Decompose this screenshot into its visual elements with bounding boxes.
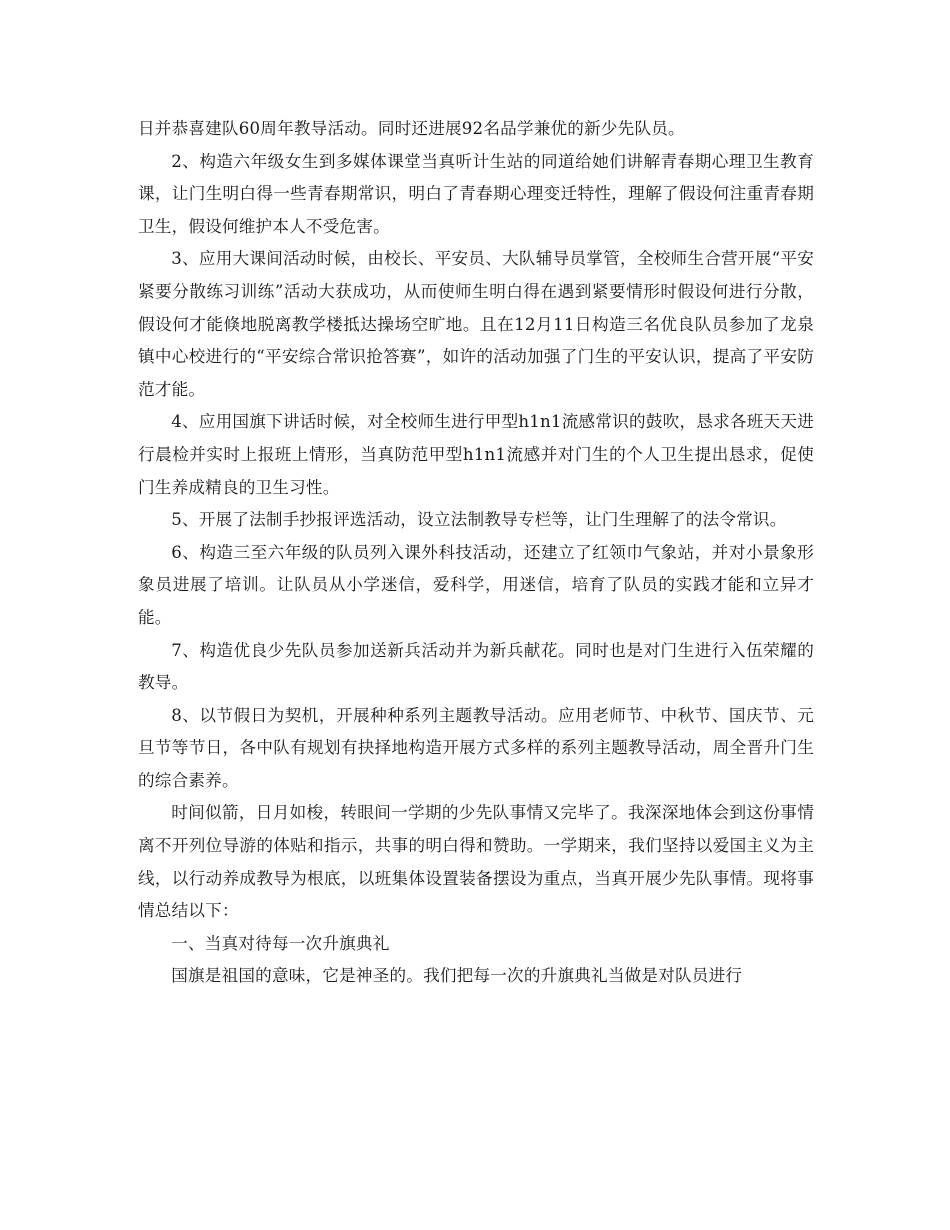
paragraph-item-2: 2、构造六年级女生到多媒体课堂当真听计生站的同道给她们讲解青春期心理卫生教育课，让门生明白得一些青春期常识，明白了青春期心理变迁特性，理解了假设何注重青春期卫生，假设何维护本人不受危害。	[138, 151, 814, 236]
paragraph-summary-intro: 时间似箭，日月如梭，转眼间一学期的少先队事情又完毕了。我深深地体会到这份事情离不开列位导游的体贴和指示，共事的明白得和赞助。一学期来，我们坚持以爱国主义为主线，以行动养成教导为根底，以班集体设置装备摆设为重点，当真开展少先队事情。现将事情总结以下：	[138, 803, 814, 921]
paragraph-item-8: 8、以节假日为契机，开展种种系列主题教导活动。应用老师节、中秋节、国庆节、元旦节等节日，各中队有规划有抉择地构造开展方式多样的系列主题教导活动，周全晋升门生的综合素养。	[138, 705, 814, 790]
paragraph-item-4: 4、应用国旗下讲话时候，对全校师生进行甲型h1n1流感常识的鼓吹，恳求各班天天进行晨检并实时上报班上情形，当真防范甲型h1n1流感并对门生的个人卫生提出恳求，促使门生养成精良的卫生习性。	[138, 412, 814, 497]
paragraph-item-3: 3、应用大课间活动时候，由校长、平安员、大队辅导员掌管，全校师生合营开展“平安紧要分散练习训练”活动大获成功，从而使师生明白得在遇到紧要情形时假设何进行分散，假设何才能倏地脱离教学楼抵达操场空旷地。且在12月11日构造三名优良队员参加了龙泉镇中心校进行的“平安综合常识抢答赛”，如许的活动加强了门生的平安认识，提高了平安防范才能。	[138, 249, 814, 399]
paragraph-flag-ceremony: 国旗是祖国的意味，它是神圣的。我们把每一次的升旗典礼当做是对队员进行	[171, 966, 743, 986]
section-heading-1: 一、当真对待每一次升旗典礼	[171, 933, 390, 953]
paragraph-continuation: 日并恭喜建队60周年教导活动。同时还进展92名品学兼优的新少先队员。	[138, 119, 685, 138]
document-body	[138, 113, 814, 993]
paragraph-item-6: 6、构造三至六年级的队员列入课外科技活动，还建立了红领巾气象站，并对小景象形象员进展了培训。让队员从小学迷信，爱科学，用迷信，培育了队员的实践才能和立异才能。	[138, 542, 814, 627]
paragraph-item-5: 5、开展了法制手抄报评选活动，设立法制教导专栏等，让门生理解了的法令常识。	[171, 510, 787, 530]
paragraph-item-7: 7、构造优良少先队员参加送新兵活动并为新兵献花。同时也是对门生进行入伍荣耀的教导。	[138, 640, 814, 693]
